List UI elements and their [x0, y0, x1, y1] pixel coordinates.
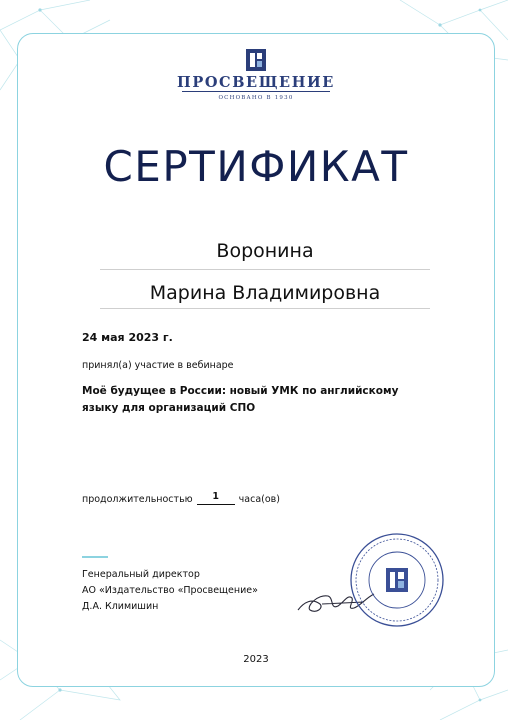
signatory-name: Д.А. Климишин	[82, 601, 159, 612]
signatory-block	[82, 567, 258, 615]
duration-suffix: часа(ов)	[238, 494, 280, 505]
webinar-title: Моё будущее в России: новый УМК по английскому языку для организаций СПО	[82, 385, 399, 414]
name-underline	[100, 308, 430, 309]
certificate-title: СЕРТИФИКАТ	[103, 142, 409, 191]
publisher-founded: ОСНОВАНО В 1930	[218, 95, 294, 101]
participation-text: принял(а) участие в вебинаре	[82, 360, 234, 371]
official-stamp	[348, 531, 446, 629]
recipient-last-name: Воронина	[216, 240, 314, 262]
signatory-organization: АО «Издательство «Просвещение»	[82, 585, 258, 596]
signatory-position: Генеральный директор	[82, 569, 200, 580]
certificate-year: 2023	[243, 654, 269, 665]
duration-prefix: продолжительностью	[82, 494, 193, 505]
publisher-name: ПРОСВЕЩЕНИЕ	[177, 74, 335, 91]
duration-value: 1	[197, 491, 235, 505]
certificate-card	[17, 33, 495, 687]
publisher-divider	[182, 91, 330, 92]
accent-divider	[82, 556, 108, 558]
duration-line	[82, 491, 280, 505]
name-underline	[100, 269, 430, 270]
publisher-logo	[18, 48, 494, 76]
publisher-logo-icon	[245, 48, 267, 72]
recipient-first-name: Марина Владимировна	[149, 282, 381, 304]
event-date: 24 мая 2023 г.	[82, 331, 173, 344]
